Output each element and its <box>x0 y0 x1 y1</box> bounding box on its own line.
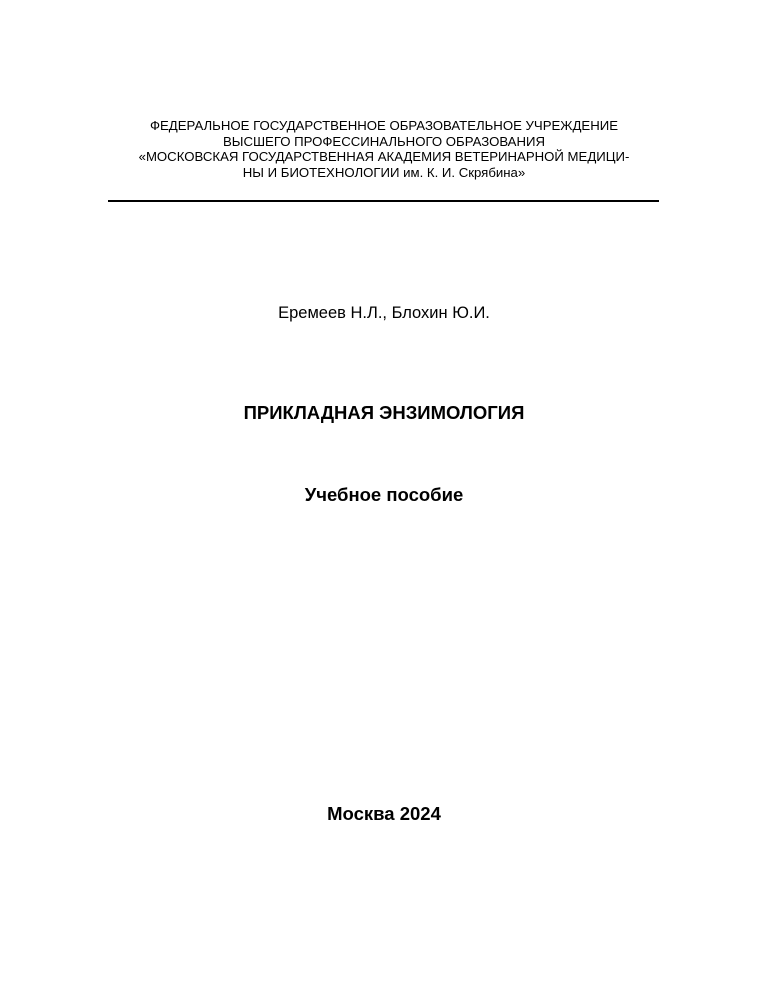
header-line-4: НЫ И БИОТЕХНОЛОГИИ им. К. И. Скрябина» <box>242 164 526 180</box>
header-line-3: «МОСКОВСКАЯ ГОСУДАРСТВЕННАЯ АКАДЕМИЯ ВЕТЕРИНАРНОЙ МЕДИЦИ- <box>138 149 630 164</box>
institution-header <box>0 118 768 180</box>
book-subtitle: Учебное пособие <box>304 484 464 505</box>
city-year: Москва 2024 <box>327 803 441 824</box>
book-title: ПРИКЛАДНАЯ ЭНЗИМОЛОГИЯ <box>243 402 525 423</box>
header-divider <box>108 200 659 202</box>
header-line-2: ВЫСШЕГО ПРОФЕССИНАЛЬНОГО ОБРАЗОВАНИЯ <box>222 133 546 149</box>
authors: Еремеев Н.Л., Блохин Ю.И. <box>278 304 490 322</box>
header-line-1: ФЕДЕРАЛЬНОЕ ГОСУДАРСТВЕННОЕ ОБРАЗОВАТЕЛЬНОЕ УЧРЕЖДЕНИЕ <box>149 118 619 133</box>
